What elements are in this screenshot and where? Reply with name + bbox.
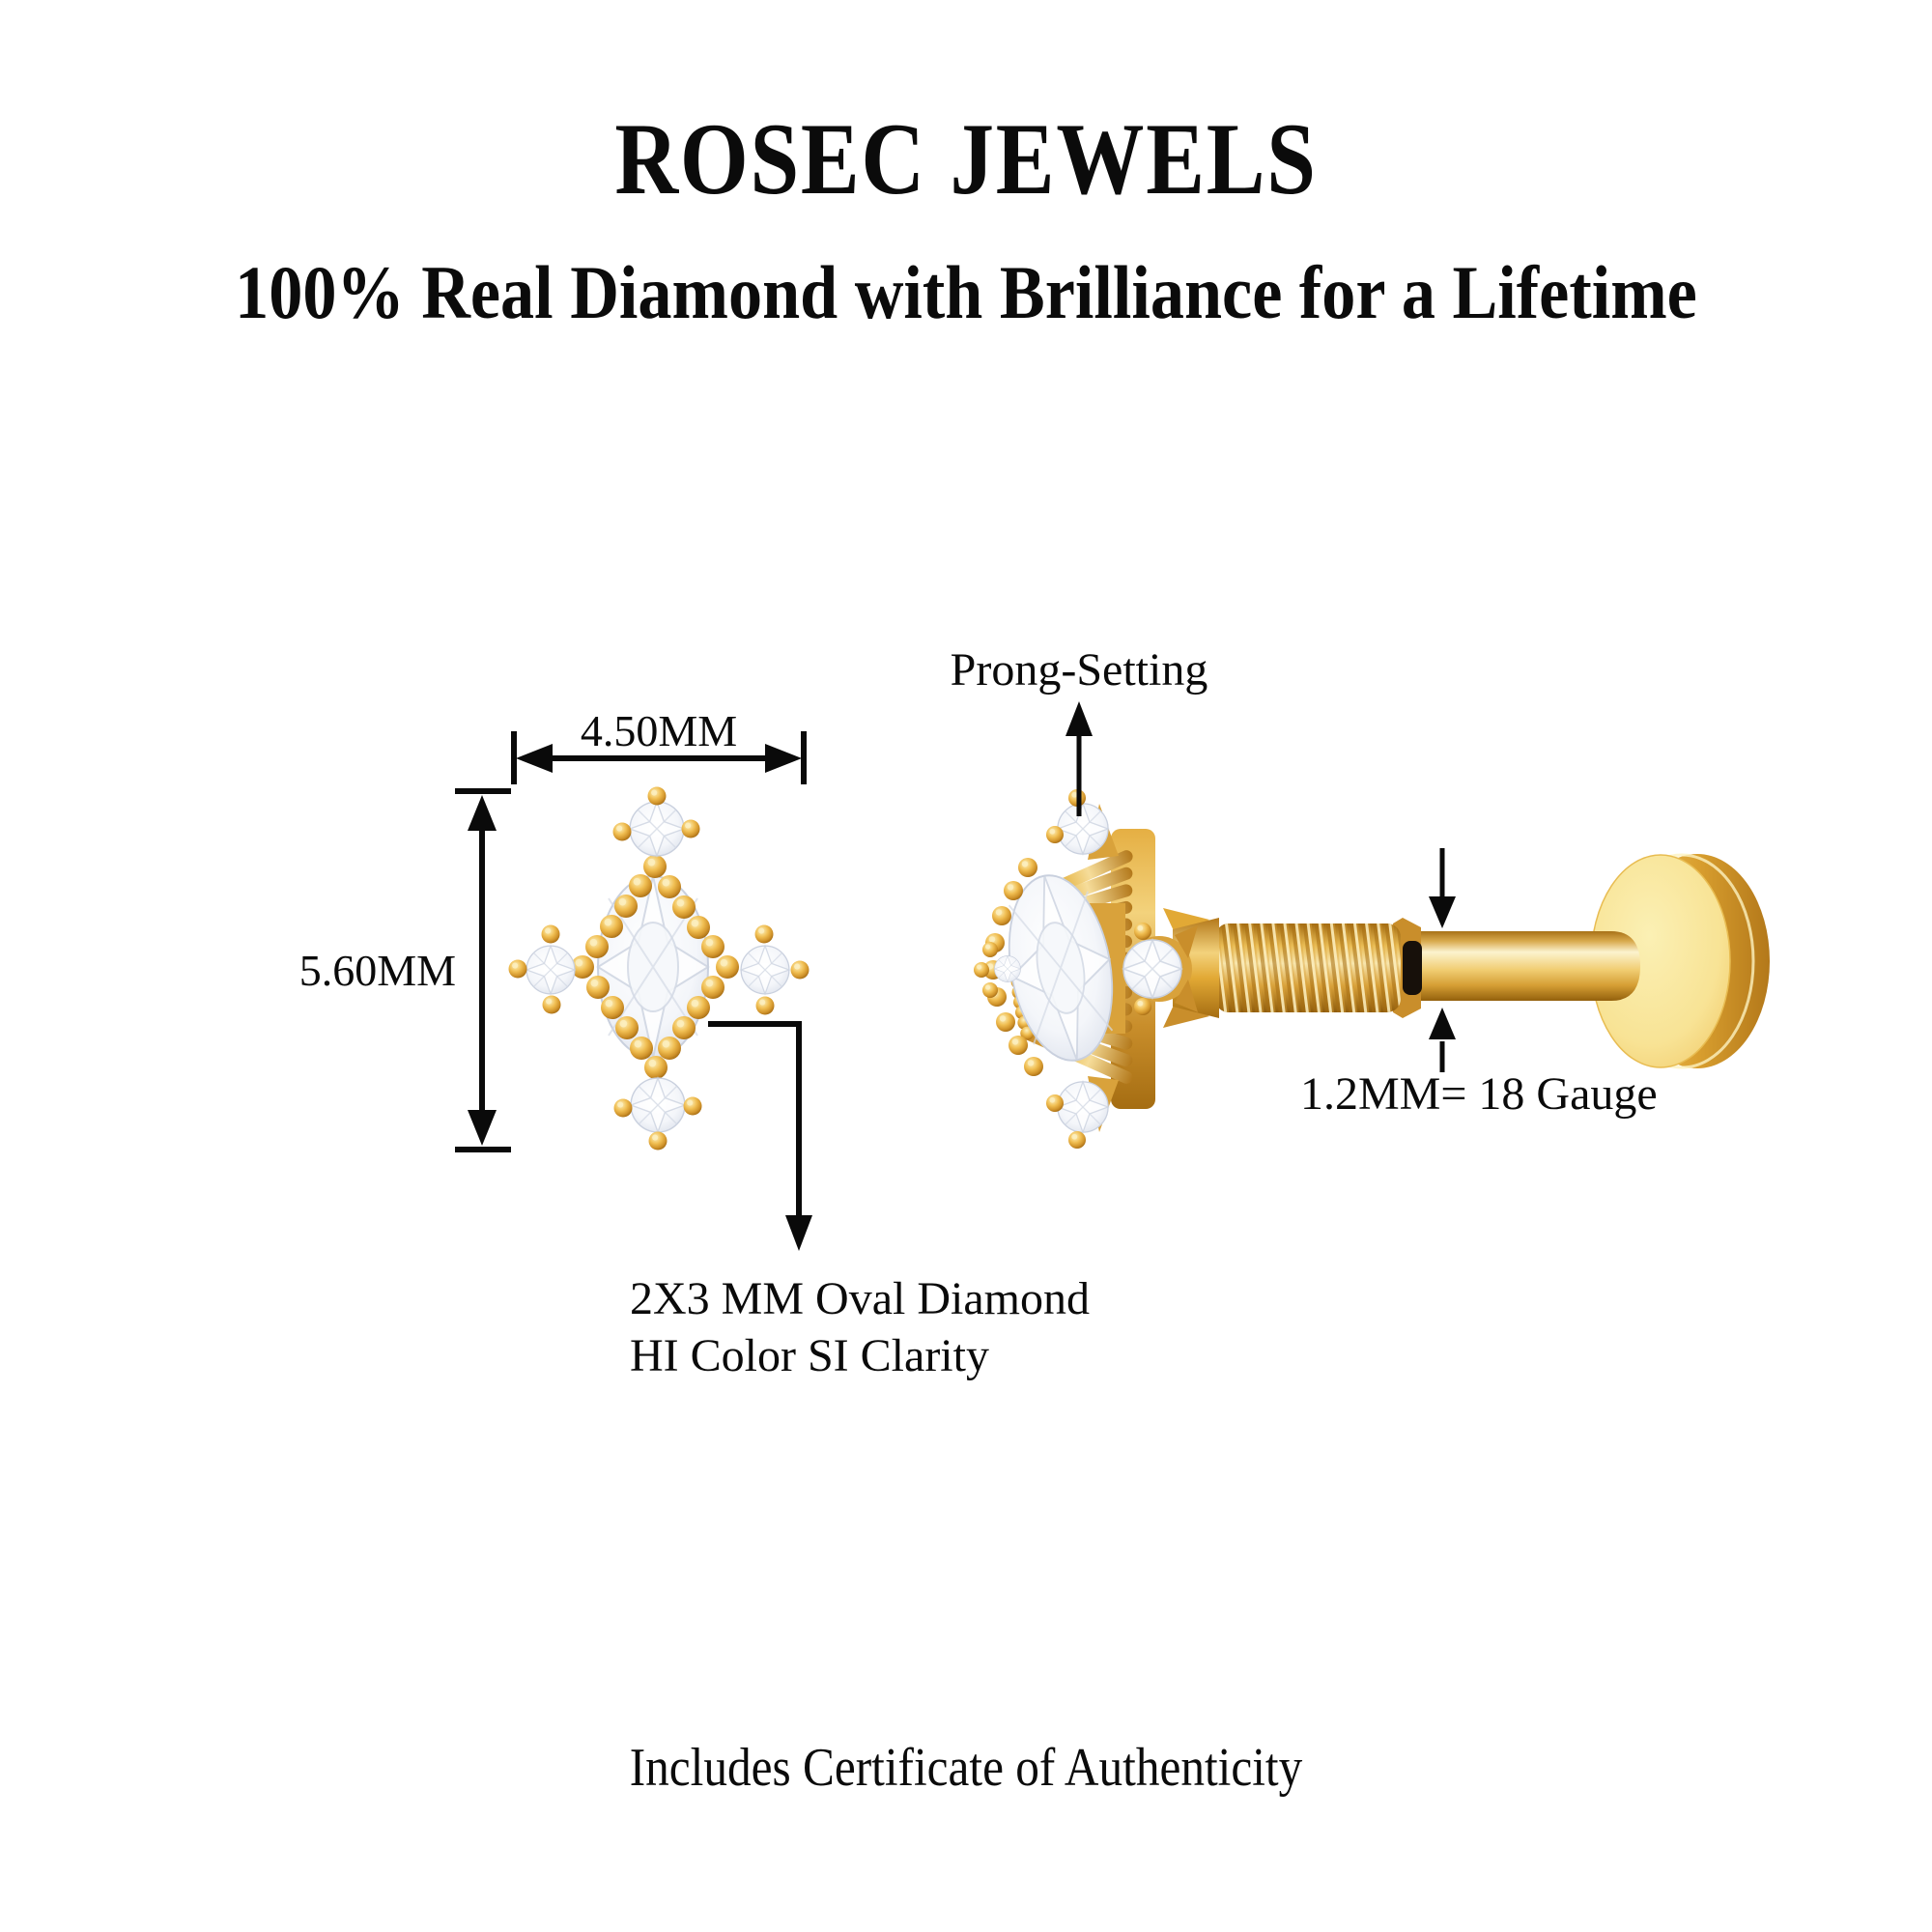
gauge-label: 1.2MM= 18 Gauge	[1300, 1068, 1658, 1120]
certificate-note: Includes Certificate of Authenticity	[629, 1738, 1303, 1798]
tagline: 100% Real Diamond with Brilliance for a Lifetime	[235, 250, 1697, 334]
height-dimension	[299, 791, 511, 1150]
post-smooth-section	[1416, 931, 1640, 1001]
brand-title: ROSEC JEWELS	[614, 102, 1318, 215]
post-oring	[1403, 941, 1422, 995]
front-view-earring	[509, 787, 810, 1151]
prong-setting-label: Prong-Setting	[950, 644, 1208, 696]
width-dimension	[514, 706, 804, 784]
stone-note-line1: 2X3 MM Oval Diamond	[630, 1273, 1090, 1324]
side-bottom-accent-diamond	[1046, 1076, 1119, 1149]
height-dimension-label: 5.60MM	[298, 946, 456, 995]
post-threaded-section	[1215, 923, 1401, 1012]
stone-callout	[630, 1024, 1090, 1381]
prong-setting-annotation	[951, 644, 1208, 816]
width-dimension-label: 4.50MM	[580, 706, 738, 755]
side-top-accent-diamond	[1046, 789, 1119, 860]
stone-note-line2: HI Color SI Clarity	[630, 1330, 989, 1381]
